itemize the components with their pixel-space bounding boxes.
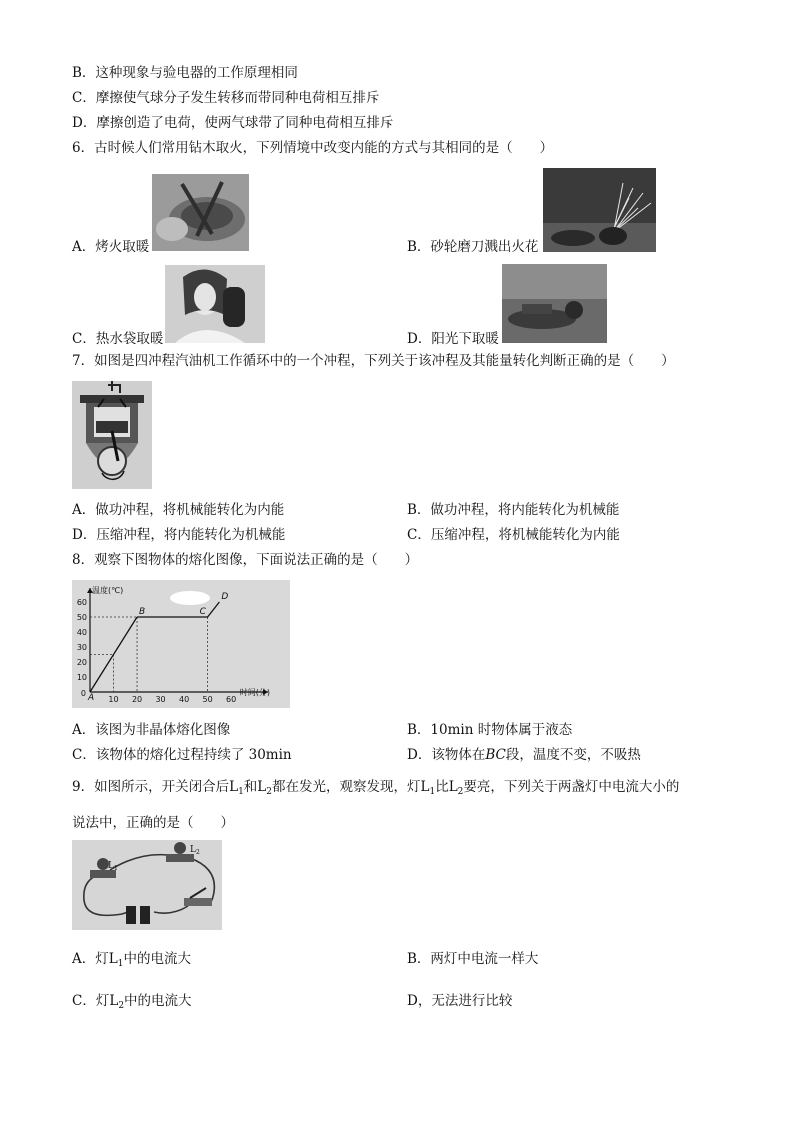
chart-x-axis-label: 时间(分) [239, 688, 270, 697]
q6-option-b: B．砂轮磨刀溅出火花 [407, 239, 539, 255]
q8-option-d-pre: D．该物体在 [407, 747, 486, 763]
q8-option-b: B．10min 时物体属于液态 [407, 722, 573, 738]
chart-y-tick-label: 40 [76, 628, 87, 637]
chart-origin-label: 0 [80, 689, 86, 698]
q9-option-c-pre: C．灯 [72, 993, 110, 1009]
q7-stem: 7．如图是四冲程汽油机工作循环中的一个冲程，下列关于该冲程及其能量转化判断正确的是（ ） [72, 353, 675, 369]
q9-l1b: $L_1$ [420, 779, 436, 797]
chart-segment-AB [90, 617, 137, 692]
q9-option-b: B．两灯中电流一样大 [407, 951, 539, 967]
q9-circuit-figure [72, 840, 222, 930]
q5-option-d: D．摩擦创造了电荷，使两气球带了同种电荷相互排斥 [72, 115, 394, 131]
q9-than: 比 [435, 779, 449, 795]
q6-photo-grinding [543, 168, 656, 252]
q9-stem-part3: 要亮，下列关于两盏灯中电流大小的 [463, 779, 680, 795]
q7-option-c: C．压缩冲程，将机械能转化为内能 [407, 527, 620, 543]
q5-option-b: B．这种现象与验电器的工作原理相同 [72, 65, 298, 81]
chart-y-axis-label: 温度(℃) [92, 586, 124, 595]
chart-point-label-B: B [139, 607, 146, 617]
q6-stem: 6．古时候人们常用钻木取火，下列情境中改变内能的方式与其相同的是（ ） [72, 140, 554, 156]
chart-x-tick-label: 10 [108, 695, 119, 704]
q6-photo-fire [152, 174, 249, 251]
chart-x-tick-label: 20 [131, 695, 143, 704]
q9-option-a: A．灯$L_1$中的电流大 [72, 951, 191, 969]
chart-y-tick-label: 60 [76, 598, 87, 607]
q8-option-c: C．该物体的熔化过程持续了 30min [72, 747, 292, 763]
q5-option-c: C．摩擦使气球分子发生转移而带同种电荷相互排斥 [72, 90, 380, 106]
q8-melting-chart [72, 580, 290, 708]
chart-x-tick-label: 40 [178, 695, 190, 704]
q9-l2b: $L_2$ [448, 779, 464, 797]
q6-photo-hot-water-bag [165, 265, 265, 343]
chart-y-tick-label: 50 [76, 613, 87, 622]
q9-stem-line1 [72, 778, 679, 801]
q7-option-d: D．压缩冲程，将内能转化为机械能 [72, 527, 286, 543]
q6-option-a: A．烤火取暖 [72, 239, 150, 255]
q9-fig-l1-label: $L_1$ [108, 861, 118, 872]
q8-option-d-post: 段，温度不变，不吸热 [505, 747, 641, 763]
q9-option-c: C．灯$L_2$中的电流大 [72, 993, 192, 1011]
chart-point-label-D: D [221, 592, 229, 602]
chart-point-label-A: A [88, 693, 95, 703]
chart-glare [170, 591, 210, 605]
q6-option-d: D．阳光下取暖 [407, 331, 499, 347]
chart-y-tick-label: 10 [76, 673, 87, 682]
q7-engine-figure [72, 381, 152, 489]
q9-option-d: D，无法进行比较 [407, 993, 513, 1009]
q7-option-a: A．做功冲程，将机械能转化为内能 [72, 502, 285, 518]
chart-y-tick-label: 30 [76, 643, 87, 652]
q6-photo-sunlight [502, 264, 607, 343]
q8-stem: 8．观察下图物体的熔化图像，下面说法正确的是（ ） [72, 552, 419, 568]
chart-x-tick-label: 50 [202, 695, 213, 704]
q7-option-b: B．做功冲程，将内能转化为机械能 [407, 502, 620, 518]
q9-l2: $L_2$ [257, 779, 272, 797]
q8-option-d [407, 746, 641, 764]
chart-x-tick-label: 60 [226, 695, 237, 704]
q9-option-a-pre: A．灯 [72, 951, 109, 967]
q9-and: 和 [243, 779, 258, 795]
q9-stem-line2: 说法中，正确的是（ ） [72, 815, 234, 831]
q9-stem-part1: 9．如图所示，开关闭合后 [72, 779, 230, 795]
q9-option-c-post: 中的电流大 [124, 993, 192, 1009]
q8-option-d-segment: BC [485, 747, 506, 763]
chart-x-tick-label: 30 [155, 695, 166, 704]
q9-stem-part2: 都在发光，观察发现，灯 [272, 779, 421, 795]
chart-point-label-C: C [199, 607, 206, 617]
q9-fig-l2-label: $L_2$ [190, 845, 200, 856]
chart-y-tick-label: 20 [76, 658, 87, 667]
chart-segment-CD [208, 602, 220, 617]
q8-option-a: A．该图为非晶体熔化图像 [72, 722, 231, 738]
q9-option-a-post: 中的电流大 [123, 951, 191, 967]
q9-l1: $L_1$ [229, 779, 244, 797]
q6-option-c: C．热水袋取暖 [72, 331, 164, 347]
